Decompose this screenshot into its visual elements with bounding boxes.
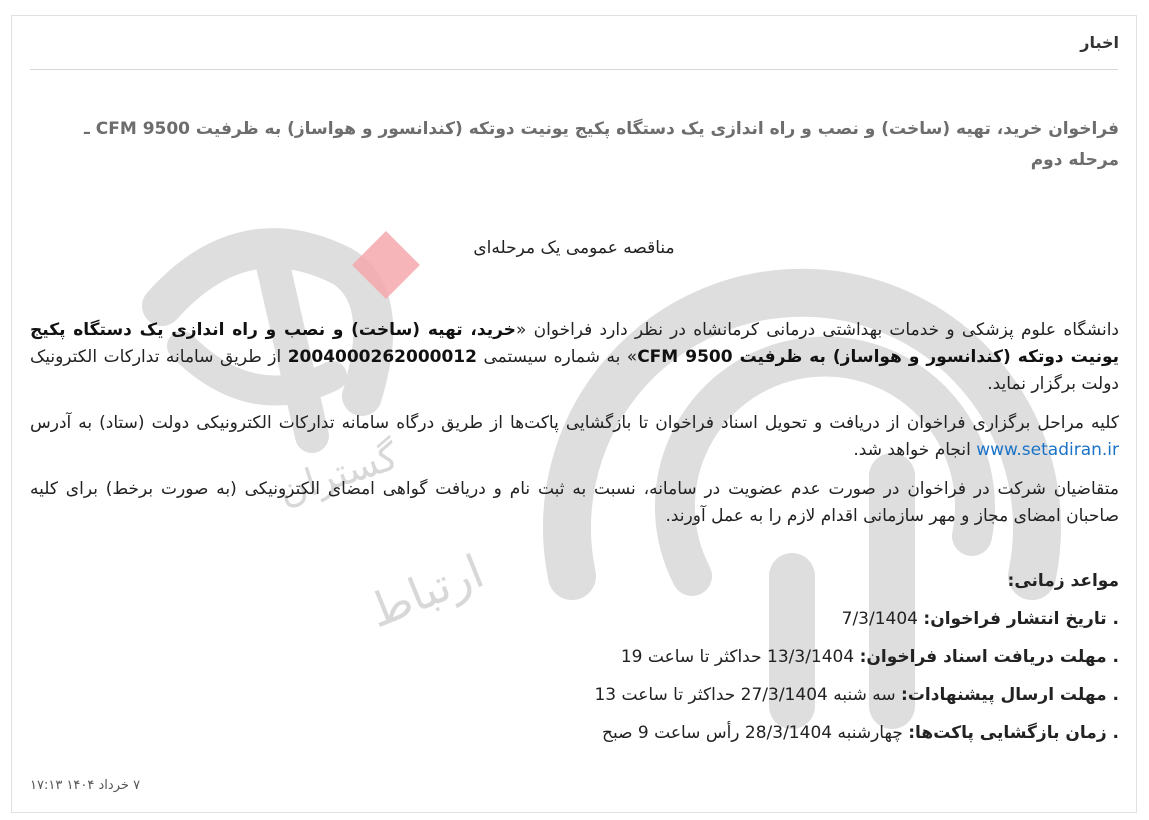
deadline-item: [594, 644, 1119, 671]
system-number: 2004000262000012: [287, 347, 477, 367]
deadline-value: 13/3/1404 حداکثر تا ساعت 19: [620, 647, 860, 667]
intro-text-3: از طریق سامانه تدارکات الکترونیک دولت برگزار نماید.: [30, 347, 1119, 394]
paragraph-intro: [30, 317, 1119, 398]
deadline-item: [594, 720, 1119, 747]
paragraph-process: [30, 410, 1119, 464]
publish-timestamp: ۷ خرداد ۱۴۰۴ ۱۷:۱۳: [30, 778, 141, 793]
news-headline: فراخوان خرید، تهیه (ساخت) و نصب و راه اندازی یک دستگاه پکیج یونیت دوتکه (کندانسور و هواساز) به ظرفیت CFM 9500 ـ مرحله دوم: [84, 119, 1119, 170]
deadline-value: 7/3/1404: [841, 609, 924, 629]
paragraph-registration: متقاضیان شرکت در فراخوان در صورت عدم عضویت در سامانه، نسبت به ثبت نام و دریافت گواهی امضای الکترونیکی (به صورت برخط) برای کلیه صاحبان امضای مجاز و مهر سازمانی اقدام لازم را به عمل آورند.: [30, 479, 1119, 526]
deadline-item: [594, 682, 1119, 709]
setadiran-link[interactable]: www.setadiran.ir: [976, 440, 1119, 460]
deadline-label: . زمان بازگشایی پاکت‌ها:: [908, 723, 1119, 743]
process-text-2: انجام خواهد شد.: [853, 440, 977, 460]
deadline-label: . تاریخ انتشار فراخوان:: [923, 609, 1119, 629]
news-body: [30, 317, 1119, 542]
deadline-item: [594, 606, 1119, 633]
deadlines-heading: مواعد زمانی:: [1007, 571, 1119, 591]
deadline-value: سه شنبه 27/3/1404 حداکثر تا ساعت 13: [594, 685, 902, 705]
tender-type: مناقصه عمومی یک مرحله‌ای: [473, 238, 675, 258]
news-card: [11, 15, 1137, 813]
section-title: اخبار: [1080, 33, 1119, 52]
deadline-label: . مهلت ارسال پیشنهادات:: [901, 685, 1119, 705]
deadline-label: . مهلت دریافت اسناد فراخوان:: [859, 647, 1119, 667]
watermark-text-2: ارتباط: [361, 543, 491, 639]
deadlines-section: [594, 568, 1119, 758]
process-text-1: کلیه مراحل برگزاری فراخوان از دریافت و تحویل اسناد فراخوان تا بازگشایی پاکت‌ها از طریق درگاه سامانه تدارکات الکترونیکی دولت (ستاد) به آدرس: [30, 413, 1119, 433]
header-divider: [30, 69, 1118, 70]
watermark-text-1: گستران: [272, 433, 404, 514]
deadline-value: چهارشنبه 28/3/1404 رأس ساعت 9 صبح: [601, 723, 909, 743]
intro-text-1: دانشگاه علوم پزشکی و خدمات بهداشتی درمانی کرمانشاه در نظر دارد فراخوان «: [515, 320, 1119, 340]
tender-subject: خرید، تهیه (ساخت) و نصب و راه اندازی یک دستگاه پکیج یونیت دوتکه (کندانسور و هواساز) به ظرفیت 9500 CFM: [30, 320, 1120, 367]
intro-text-2: » به شماره سیستمی: [476, 347, 638, 367]
